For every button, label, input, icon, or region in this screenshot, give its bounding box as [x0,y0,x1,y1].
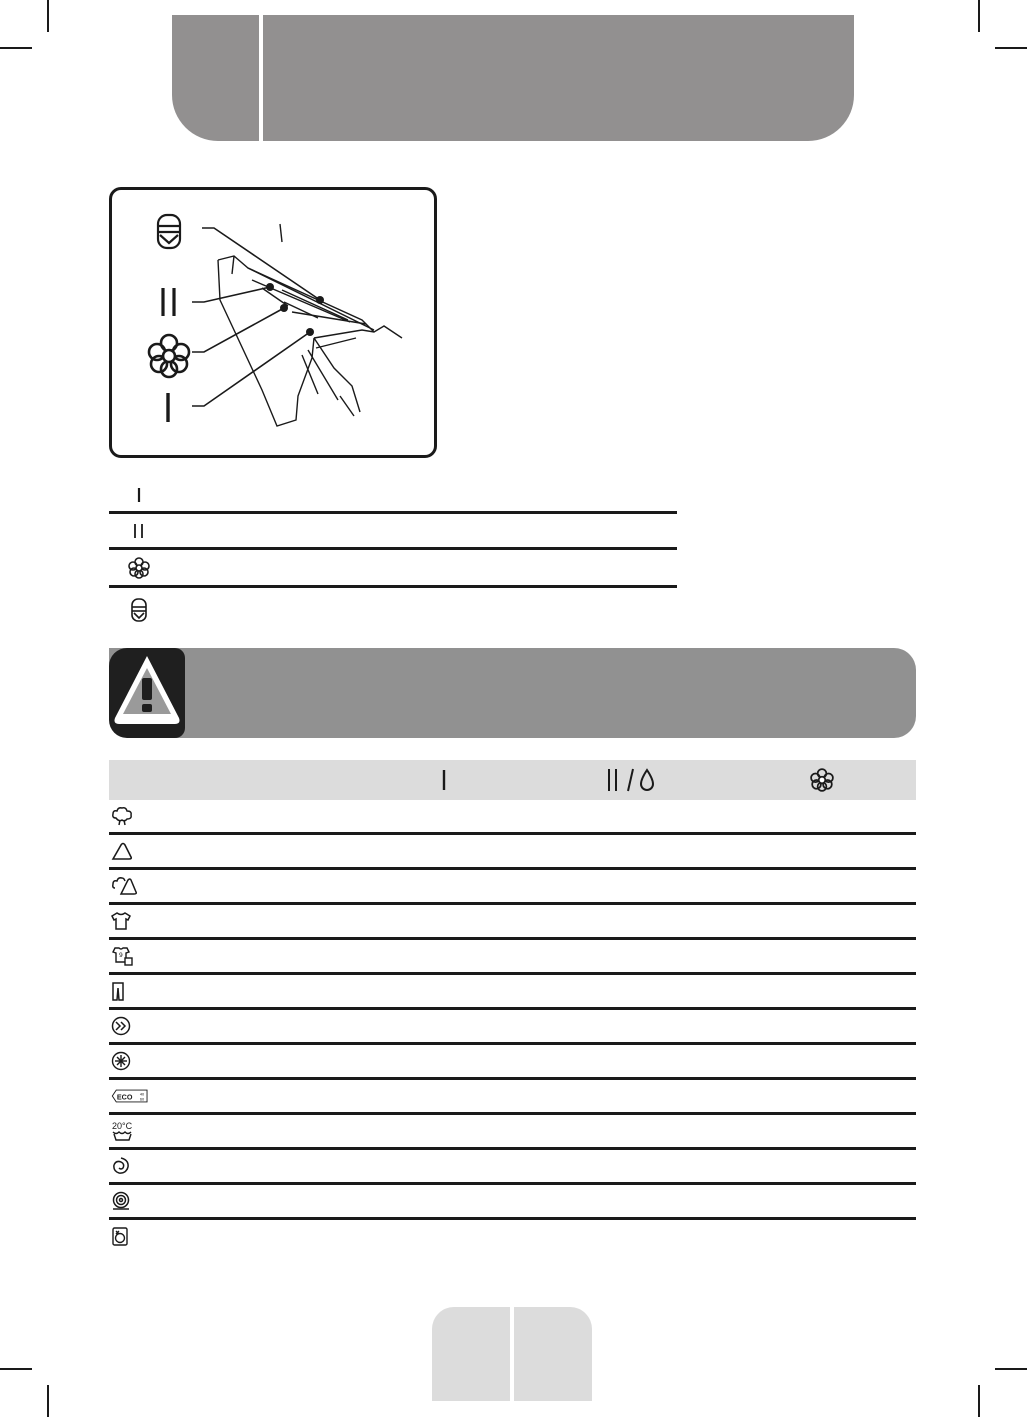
page-number-tab [432,1307,592,1401]
program-row [109,975,916,1010]
leader-lines [192,228,320,406]
page-tab-divider [510,1307,514,1401]
jeans-icon [109,981,149,1001]
softener-icon [109,557,169,579]
prewash-icon [109,522,169,540]
warning-badge [109,648,185,738]
crop-mark [0,1368,32,1370]
legend-row-siphon [109,588,677,632]
spin-icon [109,1191,149,1211]
softener-icon [809,760,835,800]
header-divider [259,15,263,141]
crop-mark [0,47,32,49]
legend-row-prewash [109,514,677,550]
synthetics-icon [109,841,149,861]
warning-band [109,648,916,738]
program-row [109,905,916,940]
siphon-icon [109,597,169,623]
legend-row-softener [109,550,677,588]
cotton-icon [109,806,149,826]
crop-mark [995,47,1027,49]
drum-clean-icon [109,1226,149,1246]
main-wash-icon [109,486,169,504]
quick-icon [109,1016,149,1036]
cold-20-label: 20°C [112,1121,133,1131]
program-row [109,1080,916,1115]
eco-sub-label: 60 [139,1096,145,1102]
rinse-icon [109,1156,149,1176]
program-row [109,870,916,905]
svg-text:9: 9 [119,952,123,959]
exclamation-triangle-icon [109,648,185,738]
softener-icon [149,335,189,377]
crop-mark [47,1385,49,1417]
cold-20-icon [109,1120,149,1142]
drawer-outline [218,224,402,426]
prewash-icon [163,288,174,316]
main-wash-icon [434,760,454,800]
program-row [109,800,916,835]
program-row [109,835,916,870]
program-row [109,940,916,975]
mixed-icon [109,876,149,896]
shirts-icon [109,946,149,966]
program-row [109,1045,916,1080]
program-table [109,760,916,1252]
header-band [172,15,854,141]
hygiene-icon [109,1051,149,1071]
eco-sub-label: 40 [139,1091,145,1097]
program-row [109,1115,916,1150]
eco-icon [109,1085,149,1107]
eco-label: ECO [116,1092,133,1102]
program-row [109,1185,916,1220]
program-row [109,1220,916,1252]
program-table-header [109,760,916,800]
program-row [109,1010,916,1045]
siphon-icon [158,215,180,248]
baby-icon [109,911,149,931]
crop-mark [978,1385,980,1417]
prewash-liquid-icon [603,760,663,800]
legend-row-main-wash [109,478,677,514]
compartment-legend [109,478,677,632]
dispenser-drawing [112,190,434,455]
program-row [109,1150,916,1185]
crop-mark [47,0,49,32]
crop-mark [995,1368,1027,1370]
crop-mark [978,0,980,32]
dispenser-diagram [109,187,437,458]
